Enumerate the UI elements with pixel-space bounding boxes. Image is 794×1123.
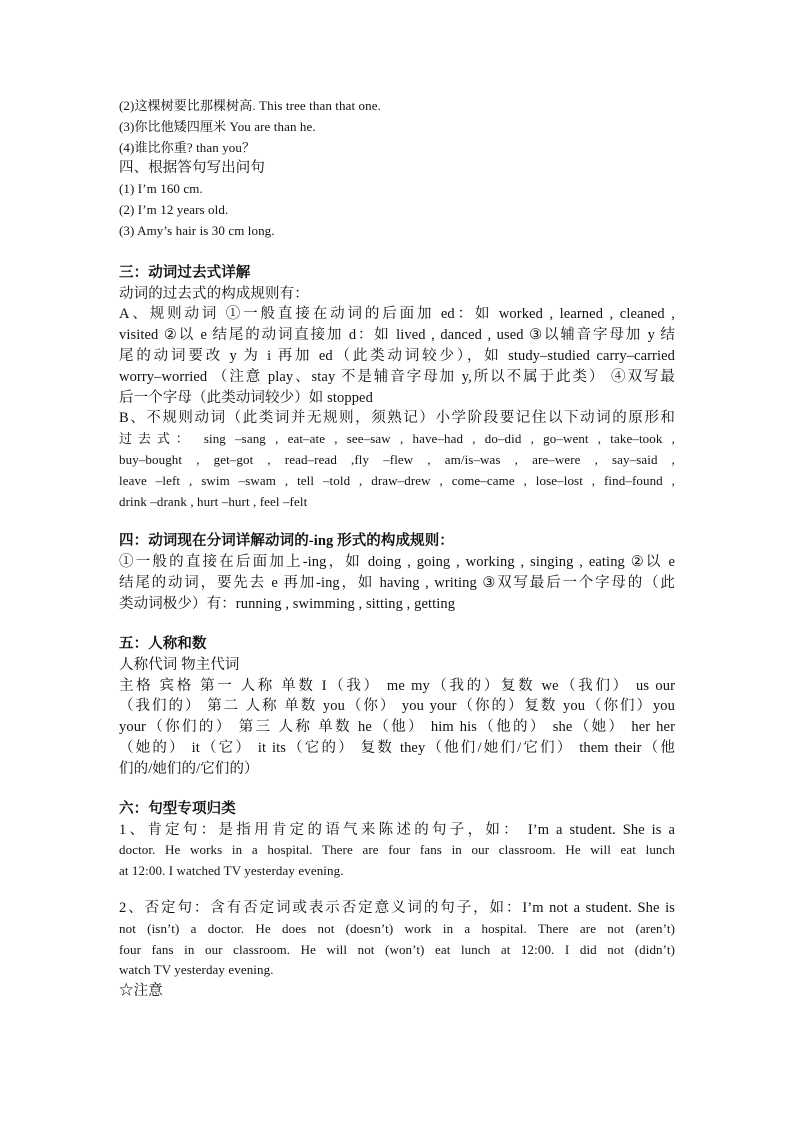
paragraph-line: drink –drank , hurt –hurt , feel –felt: [119, 493, 308, 509]
section-title: 四：动词现在分词详解动词的-ing 形式的构成规则：: [119, 533, 454, 550]
paragraph-line: B、不规则动词（此类词并无规则，须熟记）小学阶段要记住以下动词的原形和: [119, 410, 675, 427]
section-title: 三：动词过去式详解: [119, 264, 251, 281]
exercise-line: (2)这棵树要比那棵树高. This tree than that one.: [119, 98, 381, 113]
paragraph-line: 人称代词 物主代词: [119, 656, 240, 673]
paragraph-line: 们的/她们的/它们的）: [119, 760, 259, 777]
paragraph-line: watch TV yesterday evening.: [119, 962, 274, 978]
exercise-line: (4)谁比你重? than you？: [119, 139, 256, 155]
note-label: ☆注意: [119, 983, 163, 1000]
paragraph-line: four fans in our classroom. He will not (won’t) eat lunch at 12:00. I did not (didn’t): [119, 941, 675, 957]
section-past-tense: [119, 262, 675, 513]
document-page: [119, 96, 675, 1002]
paragraph-line: 2、否定句：含有否定词或表示否定意义词的句子，如：I’m not a student. She is: [119, 899, 675, 916]
paragraph-line: 结尾的动词，要先去 e 再加-ing，如 having , writing ③双写最后一个字母的（此: [119, 575, 675, 592]
section-present-participle: [119, 530, 675, 614]
previous-section-exercises: [119, 96, 675, 242]
paragraph-line: ①一般的直接在后面加上-ing，如 doing , going , working , singing , eating ②以 e: [119, 554, 675, 571]
paragraph-line: 类动词极少）有：running , swimming , sitting , getting: [119, 595, 456, 612]
section-sentence-patterns: [119, 798, 675, 1002]
section-title: 五：人称和数: [119, 635, 207, 652]
paragraph-line: worry–worried （注意 play、stay 不是辅音字母加 y,所以不属于此类） ④双写最: [119, 368, 675, 385]
paragraph-line: at 12:00. I watched TV yesterday evening.: [119, 863, 344, 879]
paragraph-line: not (isn’t) a doctor. He does not (doesn’t) work in a hospital. There are not (aren’t): [119, 920, 675, 936]
paragraph-line: doctor. He works in a hospital. There are four fans in our classroom. He will eat lunch: [119, 842, 675, 858]
section-person-and-number: [119, 633, 675, 780]
paragraph-line: A、规则动词 ①一般直接在动词的后面加 ed：如 worked , learned , cleaned ,: [119, 306, 675, 323]
paragraph-line: leave –left , swim –swam , tell –told , draw–drew , come–came , lose–lost , find–found ,: [119, 472, 675, 488]
paragraph-line: （她的） it（它） it its（它的） 复数 they（他们/她们/它们） them their（他: [119, 739, 675, 756]
exercise-line: (2) I’m 12 years old.: [119, 201, 229, 217]
paragraph-line: 后一个字母（此类动词较少）如 stopped: [119, 389, 373, 406]
paragraph-line: 1、肯定句：是指用肯定的语气来陈述的句子，如： I’m a student. She is a: [119, 821, 675, 838]
exercise-line: (3) Amy’s hair is 30 cm long.: [119, 222, 275, 238]
paragraph-line: buy–bought , get–got , read–read ,fly –flew , am/is–was , are–were , say–said ,: [119, 451, 675, 467]
paragraph-line: 动词的过去式的构成规则有：: [119, 285, 309, 302]
section-title: 六：句型专项归类: [119, 800, 236, 817]
exercise-line: (1) I’m 160 cm.: [119, 181, 203, 197]
exercise-heading: 四、根据答句写出问句: [119, 160, 265, 177]
paragraph-line: 主格 宾格 第一 人称 单数 I（我） me my（我的）复数 we（我们） us our: [119, 677, 675, 694]
paragraph-line: visited ②以 e 结尾的动词直接加 d：如 lived , danced , used ③以辅音字母加 y 结: [119, 327, 675, 344]
exercise-line: (3)你比他矮四厘米 You are than he.: [119, 118, 316, 134]
paragraph-line: your（你们的） 第三 人称 单数 he（他） him his（他的） she（她） her her: [119, 719, 675, 736]
paragraph-line: 尾的动词要改 y 为 i 再加 ed（此类动词较少），如 study–studied carry–carried: [119, 347, 675, 364]
paragraph-line: （我们的） 第二 人称 单数 you（你） you your（你的）复数 you（你们）you: [119, 698, 675, 715]
paragraph-line: 过去式： sing –sang , eat–ate , see–saw , have–had , do–did , go–went , take–took ,: [119, 431, 675, 447]
